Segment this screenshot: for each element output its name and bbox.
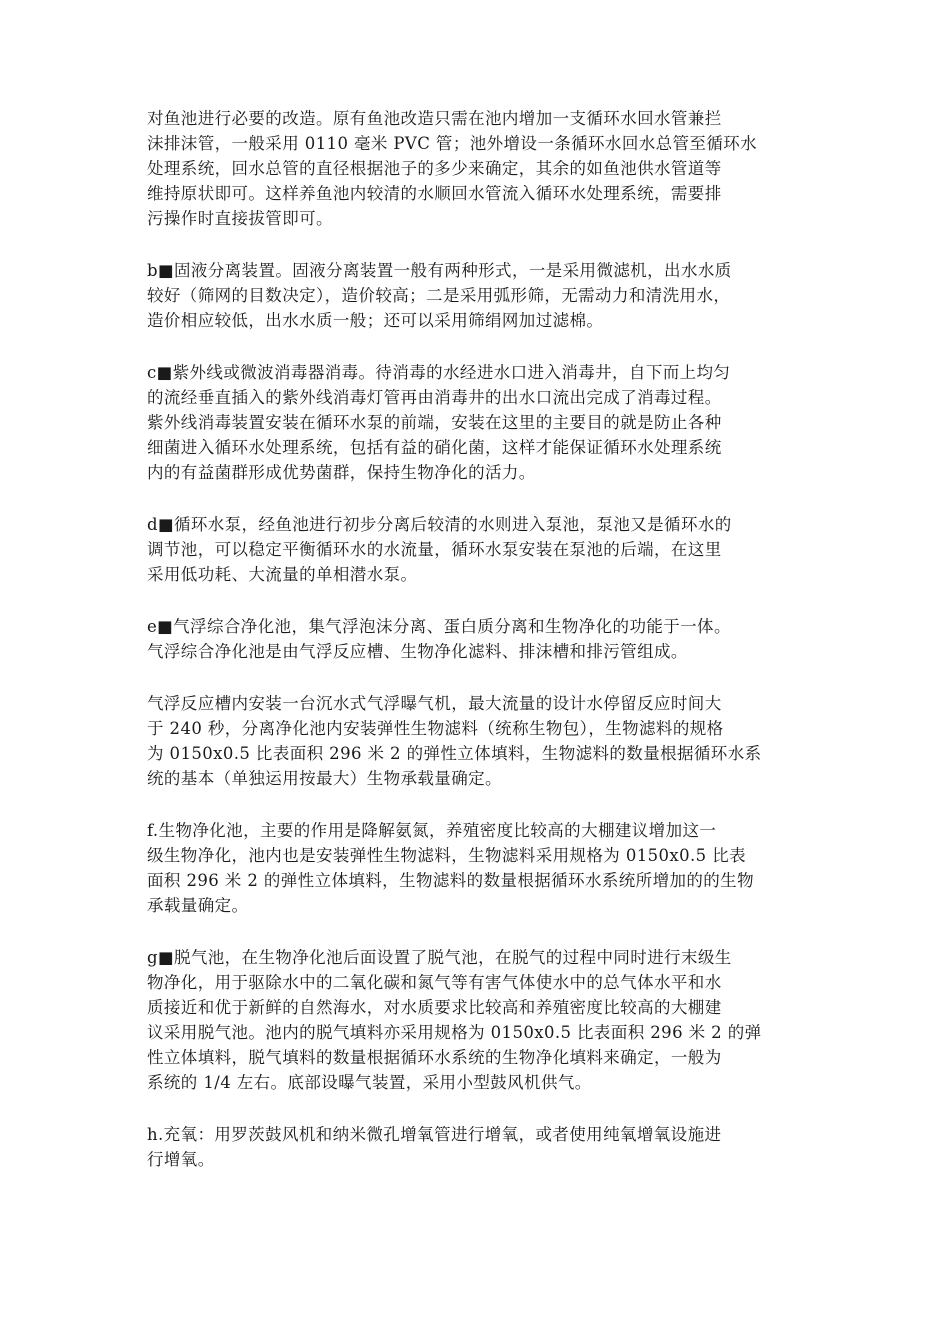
paragraph-line: 维持原状即可。这样养鱼池内较清的水顺回水管流入循环水处理系统，需要排 [147, 184, 722, 203]
paragraph-line: 为 0150x0.5 比表面积 296 米 2 的弹性立体填料，生物滤料的数量根据循环水系 [147, 744, 762, 763]
paragraph-line: 质接近和优于新鲜的自然海水，对水质要求比较高和养殖密度比较高的大棚建 [147, 998, 722, 1017]
paragraph [147, 614, 812, 664]
paragraph-line: 沫排沫管，一般采用 0110 毫米 PVC 管；池外增设一条循环水回水总管至循环水 [147, 134, 758, 153]
paragraph-line: 气浮反应槽内安装一台沉水式气浮曝气机，最大流量的设计水停留反应时间大 [147, 694, 722, 713]
paragraph [147, 258, 812, 333]
paragraph-line: 处理系统，回水总管的直径根据池子的多少来确定，其余的如鱼池供水管道等 [147, 159, 722, 178]
paragraph-line: 调节池，可以稳定平衡循环水的水流量，循环水泵安装在泵池的后端，在这里 [147, 540, 722, 559]
paragraph-line: 污操作时直接拔管即可。 [147, 209, 333, 228]
paragraph-line: 的流经垂直插入的紫外线消毒灯管再由消毒井的出水口流出完成了消毒过程。 [147, 388, 722, 407]
paragraph-line: 面积 296 米 2 的弹性立体填料，生物滤料的数量根据循环水系统所增加的的生物 [147, 871, 754, 890]
paragraph [147, 360, 812, 485]
paragraph-line: 造价相应较低，出水水质一般；还可以采用筛绢网加过滤棉。 [147, 311, 604, 330]
paragraph-line: f.生物净化池，主要的作用是降解氨氮，养殖密度比较高的大棚建议增加这一 [147, 821, 717, 840]
paragraph-line: 较好（筛网的目数决定），造价较高；二是采用弧形筛，无需动力和清洗用水， [147, 286, 731, 305]
paragraph-line: 气浮综合净化池是由气浮反应槽、生物净化滤料、排沫槽和排污管组成。 [147, 642, 688, 661]
paragraph [147, 818, 812, 918]
paragraph-line: 细菌进入循环水处理系统，包括有益的硝化菌，这样才能保证循环水处理系统 [147, 438, 722, 457]
paragraph-line: 级生物净化，池内也是安装弹性生物滤料，生物滤料采用规格为 0150x0.5 比表 [147, 846, 747, 865]
paragraph [147, 1122, 812, 1172]
paragraph-line: 统的基本（单独运用按最大）生物承载量确定。 [147, 769, 502, 788]
paragraph-line: h.充氧：用罗茨鼓风机和纳米微孔增氧管进行增氧，或者使用纯氧增氧设施进 [147, 1125, 722, 1144]
paragraph-line: c■紫外线或微波消毒器消毒。待消毒的水经进水口进入消毒井，自下而上均匀 [147, 363, 731, 382]
document-body [147, 106, 812, 1199]
paragraph-line: b■固液分离装置。固液分离装置一般有两种形式，一是采用微滤机，出水水质 [147, 261, 732, 280]
paragraph-line: g■脱气池，在生物净化池后面设置了脱气池，在脱气的过程中同时进行末级生 [147, 948, 732, 967]
paragraph-line: 紫外线消毒装置安装在循环水泵的前端，安装在这里的主要目的就是防止各种 [147, 413, 722, 432]
paragraph-line: 物净化，用于驱除水中的二氧化碳和氮气等有害气体使水中的总气体水平和水 [147, 973, 722, 992]
paragraph-line: 系统的 1/4 左右。底部设曝气装置，采用小型鼓风机供气。 [147, 1073, 592, 1092]
paragraph-line: 承载量确定。 [147, 896, 249, 915]
paragraph-line: 性立体填料，脱气填料的数量根据循环水系统的生物净化填料来确定，一般为 [147, 1048, 722, 1067]
paragraph-line: 对鱼池进行必要的改造。原有鱼池改造只需在池内增加一支循环水回水管兼拦 [147, 109, 722, 128]
paragraph [147, 512, 812, 587]
paragraph-line: e■气浮综合净化池，集气浮泡沫分离、蛋白质分离和生物净化的功能于一体。 [147, 617, 731, 636]
paragraph [147, 691, 812, 791]
paragraph [147, 106, 812, 231]
paragraph-line: 议采用脱气池。池内的脱气填料亦采用规格为 0150x0.5 比表面积 296 米 2 的弹 [147, 1023, 762, 1042]
paragraph-line: 采用低功耗、大流量的单相潜水泵。 [147, 565, 418, 584]
paragraph-line: d■循环水泵，经鱼池进行初步分离后较清的水则进入泵池，泵池又是循环水的 [147, 515, 732, 534]
paragraph-line: 于 240 秒，分离净化池内安装弹性生物滤料（统称生物包），生物滤料的规格 [147, 719, 724, 738]
paragraph-line: 内的有益菌群形成优势菌群，保持生物净化的活力。 [147, 463, 536, 482]
paragraph-line: 行增氧。 [147, 1150, 215, 1169]
paragraph [147, 945, 812, 1095]
